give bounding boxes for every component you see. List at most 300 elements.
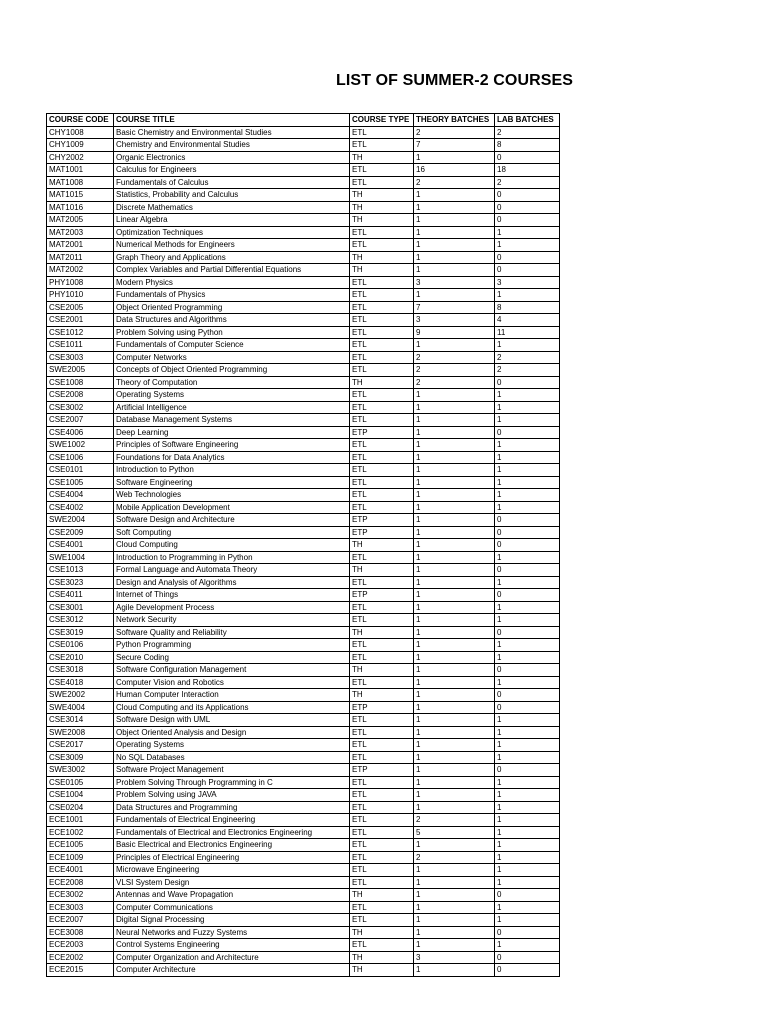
course-code-cell: CSE3014 [47, 714, 114, 727]
course-title-cell: Linear Algebra [114, 214, 350, 227]
lab-batches-cell: 1 [495, 614, 560, 627]
course-title-cell: Object Oriented Programming [114, 301, 350, 314]
course-code-cell: CHY1009 [47, 139, 114, 152]
theory-batches-cell: 1 [414, 764, 495, 777]
lab-batches-cell: 0 [495, 514, 560, 527]
course-title-cell: Discrete Mathematics [114, 201, 350, 214]
theory-batches-cell: 1 [414, 476, 495, 489]
course-type-cell: ETP [350, 701, 414, 714]
table-row [47, 214, 560, 227]
course-type-cell: TH [350, 376, 414, 389]
course-title-cell: Secure Coding [114, 651, 350, 664]
course-title-cell: Antennas and Wave Propagation [114, 889, 350, 902]
lab-batches-cell: 0 [495, 214, 560, 227]
table-row [47, 239, 560, 252]
table-row [47, 939, 560, 952]
course-title-cell: Control Systems Engineering [114, 939, 350, 952]
table-row [47, 439, 560, 452]
course-code-cell: CSE4004 [47, 489, 114, 502]
table-row [47, 164, 560, 177]
table-row [47, 376, 560, 389]
table-row [47, 814, 560, 827]
theory-batches-cell: 1 [414, 801, 495, 814]
course-code-cell: PHY1008 [47, 276, 114, 289]
course-title-cell: Mobile Application Development [114, 501, 350, 514]
course-title-cell: Network Security [114, 614, 350, 627]
table-row [47, 176, 560, 189]
course-code-cell: CSE4002 [47, 501, 114, 514]
table-row [47, 301, 560, 314]
lab-batches-cell: 0 [495, 701, 560, 714]
course-type-cell: ETL [350, 901, 414, 914]
course-title-cell: Deep Learning [114, 426, 350, 439]
course-type-cell: ETL [350, 576, 414, 589]
course-code-cell: ECE2007 [47, 914, 114, 927]
theory-batches-cell: 7 [414, 139, 495, 152]
lab-batches-cell: 1 [495, 239, 560, 252]
course-code-cell: MAT2011 [47, 251, 114, 264]
theory-batches-cell: 1 [414, 839, 495, 852]
table-row [47, 476, 560, 489]
course-title-cell: Cloud Computing [114, 539, 350, 552]
table-row [47, 701, 560, 714]
course-code-cell: CSE3002 [47, 401, 114, 414]
course-title-cell: Artificial Intelligence [114, 401, 350, 414]
course-code-cell: MAT2002 [47, 264, 114, 277]
course-code-cell: CSE1005 [47, 476, 114, 489]
courses-table [46, 113, 560, 977]
course-code-cell: CSE2009 [47, 526, 114, 539]
lab-batches-cell: 2 [495, 126, 560, 139]
theory-batches-cell: 1 [414, 676, 495, 689]
course-code-cell: SWE2008 [47, 726, 114, 739]
course-code-cell: MAT1001 [47, 164, 114, 177]
course-type-cell: ETP [350, 514, 414, 527]
table-row [47, 914, 560, 927]
course-type-cell: ETL [350, 276, 414, 289]
table-row [47, 464, 560, 477]
theory-batches-cell: 9 [414, 326, 495, 339]
course-type-cell: ETL [350, 789, 414, 802]
course-type-cell: ETL [350, 826, 414, 839]
course-type-cell: TH [350, 251, 414, 264]
course-code-cell: MAT1016 [47, 201, 114, 214]
table-row [47, 226, 560, 239]
theory-batches-cell: 1 [414, 214, 495, 227]
theory-batches-cell: 1 [414, 589, 495, 602]
course-type-cell: ETP [350, 426, 414, 439]
table-row [47, 951, 560, 964]
course-code-cell: CSE4006 [47, 426, 114, 439]
course-type-cell: ETL [350, 339, 414, 352]
table-row [47, 664, 560, 677]
table-row [47, 501, 560, 514]
course-code-cell: CSE2007 [47, 414, 114, 427]
course-code-cell: CSE3023 [47, 576, 114, 589]
course-code-cell: CSE2001 [47, 314, 114, 327]
course-type-cell: ETL [350, 489, 414, 502]
course-code-cell: CSE2005 [47, 301, 114, 314]
course-code-cell: PHY1010 [47, 289, 114, 302]
lab-batches-cell: 1 [495, 476, 560, 489]
table-row [47, 864, 560, 877]
lab-batches-cell: 2 [495, 364, 560, 377]
course-title-cell: Computer Organization and Architecture [114, 951, 350, 964]
course-type-cell: TH [350, 539, 414, 552]
page-title: LIST OF SUMMER-2 COURSES [336, 72, 574, 89]
course-code-cell: CSE1011 [47, 339, 114, 352]
course-code-cell: ECE2002 [47, 951, 114, 964]
lab-batches-cell: 0 [495, 589, 560, 602]
table-row [47, 326, 560, 339]
course-type-cell: ETL [350, 301, 414, 314]
theory-batches-cell: 1 [414, 739, 495, 752]
theory-batches-cell: 1 [414, 426, 495, 439]
table-row [47, 451, 560, 464]
table-row [47, 139, 560, 152]
course-code-cell: MAT1015 [47, 189, 114, 202]
course-title-cell: VLSI System Design [114, 876, 350, 889]
course-code-cell: ECE1009 [47, 851, 114, 864]
lab-batches-cell: 2 [495, 176, 560, 189]
table-row [47, 314, 560, 327]
lab-batches-cell: 1 [495, 801, 560, 814]
lab-batches-cell: 0 [495, 201, 560, 214]
theory-batches-cell: 1 [414, 489, 495, 502]
course-code-cell: CSE2008 [47, 389, 114, 402]
course-title-cell: Principles of Electrical Engineering [114, 851, 350, 864]
theory-batches-cell: 1 [414, 639, 495, 652]
lab-batches-cell: 3 [495, 276, 560, 289]
theory-batches-cell: 7 [414, 301, 495, 314]
course-type-cell: ETL [350, 864, 414, 877]
theory-batches-cell: 1 [414, 726, 495, 739]
table-row [47, 626, 560, 639]
lab-batches-cell: 1 [495, 851, 560, 864]
course-code-cell: CSE0105 [47, 776, 114, 789]
course-title-cell: Fundamentals of Computer Science [114, 339, 350, 352]
theory-batches-cell: 1 [414, 226, 495, 239]
course-type-cell: TH [350, 214, 414, 227]
theory-batches-cell: 5 [414, 826, 495, 839]
theory-batches-cell: 1 [414, 939, 495, 952]
course-type-cell: ETL [350, 601, 414, 614]
theory-batches-cell: 1 [414, 714, 495, 727]
course-code-cell: CSE3019 [47, 626, 114, 639]
course-type-cell: ETL [350, 614, 414, 627]
lab-batches-cell: 0 [495, 539, 560, 552]
course-title-cell: Fundamentals of Calculus [114, 176, 350, 189]
course-type-cell: ETL [350, 676, 414, 689]
course-code-cell: ECE3008 [47, 926, 114, 939]
course-code-cell: SWE1004 [47, 551, 114, 564]
theory-batches-cell: 1 [414, 564, 495, 577]
course-title-cell: Microwave Engineering [114, 864, 350, 877]
course-type-cell: ETL [350, 551, 414, 564]
theory-batches-cell: 1 [414, 914, 495, 927]
table-row [47, 839, 560, 852]
theory-batches-cell: 1 [414, 439, 495, 452]
course-title-cell: Problem Solving using Python [114, 326, 350, 339]
course-code-cell: CSE3009 [47, 751, 114, 764]
lab-batches-cell: 1 [495, 401, 560, 414]
lab-batches-cell: 0 [495, 926, 560, 939]
course-title-cell: Numerical Methods for Engineers [114, 239, 350, 252]
course-type-cell: ETL [350, 501, 414, 514]
table-row [47, 351, 560, 364]
theory-batches-cell: 1 [414, 664, 495, 677]
course-type-cell: TH [350, 964, 414, 977]
course-code-cell: CSE4011 [47, 589, 114, 602]
table-row [47, 601, 560, 614]
course-code-cell: CHY2002 [47, 151, 114, 164]
theory-batches-cell: 1 [414, 289, 495, 302]
lab-batches-cell: 18 [495, 164, 560, 177]
course-type-cell: ETL [350, 289, 414, 302]
course-type-cell: ETL [350, 439, 414, 452]
course-title-cell: Internet of Things [114, 589, 350, 602]
table-row [47, 726, 560, 739]
course-title-cell: Object Oriented Analysis and Design [114, 726, 350, 739]
table-row [47, 751, 560, 764]
theory-batches-cell: 1 [414, 201, 495, 214]
lab-batches-cell: 0 [495, 426, 560, 439]
lab-batches-cell: 1 [495, 864, 560, 877]
course-code-cell: MAT2001 [47, 239, 114, 252]
course-title-cell: Fundamentals of Electrical Engineering [114, 814, 350, 827]
table-row [47, 614, 560, 627]
theory-batches-cell: 2 [414, 176, 495, 189]
course-title-cell: Operating Systems [114, 389, 350, 402]
course-type-cell: TH [350, 564, 414, 577]
course-type-cell: ETL [350, 726, 414, 739]
table-row [47, 276, 560, 289]
lab-batches-cell: 1 [495, 414, 560, 427]
lab-batches-cell: 1 [495, 289, 560, 302]
lab-batches-cell: 1 [495, 464, 560, 477]
course-type-cell: ETL [350, 314, 414, 327]
table-row [47, 926, 560, 939]
lab-batches-cell: 1 [495, 226, 560, 239]
lab-batches-cell: 0 [495, 951, 560, 964]
table-row [47, 489, 560, 502]
course-type-cell: ETL [350, 451, 414, 464]
course-type-cell: ETL [350, 651, 414, 664]
table-row [47, 876, 560, 889]
theory-batches-cell: 3 [414, 314, 495, 327]
lab-batches-cell: 0 [495, 626, 560, 639]
theory-batches-cell: 1 [414, 526, 495, 539]
course-code-cell: MAT2003 [47, 226, 114, 239]
table-row [47, 401, 560, 414]
table-row [47, 201, 560, 214]
course-type-cell: ETL [350, 164, 414, 177]
course-type-cell: ETL [350, 326, 414, 339]
course-code-cell: ECE1001 [47, 814, 114, 827]
theory-batches-cell: 1 [414, 251, 495, 264]
theory-batches-cell: 1 [414, 901, 495, 914]
table-row [47, 826, 560, 839]
theory-batches-cell: 1 [414, 789, 495, 802]
theory-batches-cell: 1 [414, 776, 495, 789]
theory-batches-cell: 1 [414, 464, 495, 477]
course-title-cell: Computer Vision and Robotics [114, 676, 350, 689]
table-row [47, 526, 560, 539]
course-code-cell: SWE4004 [47, 701, 114, 714]
course-type-cell: ETP [350, 589, 414, 602]
course-code-cell: SWE3002 [47, 764, 114, 777]
course-type-cell: ETL [350, 176, 414, 189]
theory-batches-cell: 1 [414, 339, 495, 352]
table-row [47, 414, 560, 427]
course-title-cell: Graph Theory and Applications [114, 251, 350, 264]
theory-batches-cell: 1 [414, 539, 495, 552]
table-row [47, 639, 560, 652]
lab-batches-cell: 4 [495, 314, 560, 327]
theory-batches-cell: 16 [414, 164, 495, 177]
lab-batches-cell: 1 [495, 651, 560, 664]
course-code-cell: ECE1002 [47, 826, 114, 839]
table-row [47, 389, 560, 402]
course-type-cell: ETL [350, 476, 414, 489]
course-code-cell: MAT2005 [47, 214, 114, 227]
lab-batches-cell: 0 [495, 526, 560, 539]
course-type-cell: ETL [350, 639, 414, 652]
theory-batches-cell: 2 [414, 376, 495, 389]
header-course-title: COURSE TITLE [114, 114, 350, 127]
theory-batches-cell: 1 [414, 264, 495, 277]
course-type-cell: TH [350, 189, 414, 202]
course-type-cell: ETL [350, 351, 414, 364]
course-title-cell: Fundamentals of Physics [114, 289, 350, 302]
course-type-cell: ETL [350, 126, 414, 139]
course-code-cell: CSE0106 [47, 639, 114, 652]
course-code-cell: CSE1012 [47, 326, 114, 339]
lab-batches-cell: 0 [495, 151, 560, 164]
course-code-cell: CHY1008 [47, 126, 114, 139]
table-row [47, 776, 560, 789]
course-title-cell: Basic Chemistry and Environmental Studies [114, 126, 350, 139]
course-title-cell: Basic Electrical and Electronics Engineering [114, 839, 350, 852]
theory-batches-cell: 2 [414, 351, 495, 364]
theory-batches-cell: 1 [414, 889, 495, 902]
lab-batches-cell: 1 [495, 501, 560, 514]
course-title-cell: Theory of Computation [114, 376, 350, 389]
course-title-cell: No SQL Databases [114, 751, 350, 764]
lab-batches-cell: 1 [495, 739, 560, 752]
lab-batches-cell: 1 [495, 726, 560, 739]
course-code-cell: CSE3003 [47, 351, 114, 364]
lab-batches-cell: 1 [495, 676, 560, 689]
table-row [47, 789, 560, 802]
course-title-cell: Introduction to Programming in Python [114, 551, 350, 564]
table-row [47, 514, 560, 527]
table-row [47, 651, 560, 664]
lab-batches-cell: 0 [495, 376, 560, 389]
course-type-cell: TH [350, 889, 414, 902]
theory-batches-cell: 2 [414, 364, 495, 377]
course-code-cell: CSE3018 [47, 664, 114, 677]
lab-batches-cell: 1 [495, 826, 560, 839]
lab-batches-cell: 1 [495, 776, 560, 789]
table-row [47, 739, 560, 752]
table-body [47, 126, 560, 976]
course-title-cell: Cloud Computing and its Applications [114, 701, 350, 714]
theory-batches-cell: 1 [414, 451, 495, 464]
lab-batches-cell: 1 [495, 914, 560, 927]
course-code-cell: ECE2015 [47, 964, 114, 977]
course-title-cell: Data Structures and Programming [114, 801, 350, 814]
course-title-cell: Concepts of Object Oriented Programming [114, 364, 350, 377]
course-type-cell: TH [350, 951, 414, 964]
theory-batches-cell: 1 [414, 151, 495, 164]
theory-batches-cell: 1 [414, 189, 495, 202]
course-title-cell: Computer Architecture [114, 964, 350, 977]
course-title-cell: Principles of Software Engineering [114, 439, 350, 452]
lab-batches-cell: 0 [495, 251, 560, 264]
table-row [47, 339, 560, 352]
course-code-cell: CSE2017 [47, 739, 114, 752]
course-type-cell: ETP [350, 526, 414, 539]
course-title-cell: Database Management Systems [114, 414, 350, 427]
table-row [47, 964, 560, 977]
lab-batches-cell: 1 [495, 339, 560, 352]
course-type-cell: ETL [350, 939, 414, 952]
lab-batches-cell: 1 [495, 389, 560, 402]
course-code-cell: CSE0204 [47, 801, 114, 814]
course-title-cell: Agile Development Process [114, 601, 350, 614]
course-code-cell: CSE1006 [47, 451, 114, 464]
course-type-cell: ETL [350, 714, 414, 727]
theory-batches-cell: 2 [414, 126, 495, 139]
course-title-cell: Data Structures and Algorithms [114, 314, 350, 327]
course-type-cell: ETL [350, 776, 414, 789]
lab-batches-cell: 1 [495, 601, 560, 614]
lab-batches-cell: 1 [495, 751, 560, 764]
course-title-cell: Problem Solving using JAVA [114, 789, 350, 802]
table-row [47, 251, 560, 264]
theory-batches-cell: 1 [414, 864, 495, 877]
course-type-cell: ETL [350, 139, 414, 152]
theory-batches-cell: 1 [414, 751, 495, 764]
table-row [47, 689, 560, 702]
theory-batches-cell: 1 [414, 601, 495, 614]
course-title-cell: Neural Networks and Fuzzy Systems [114, 926, 350, 939]
theory-batches-cell: 1 [414, 614, 495, 627]
lab-batches-cell: 0 [495, 189, 560, 202]
lab-batches-cell: 1 [495, 814, 560, 827]
theory-batches-cell: 1 [414, 876, 495, 889]
lab-batches-cell: 1 [495, 876, 560, 889]
course-type-cell: ETL [350, 914, 414, 927]
lab-batches-cell: 1 [495, 939, 560, 952]
course-title-cell: Computer Networks [114, 351, 350, 364]
course-type-cell: TH [350, 201, 414, 214]
course-type-cell: ETL [350, 401, 414, 414]
course-title-cell: Software Design with UML [114, 714, 350, 727]
course-code-cell: CSE4001 [47, 539, 114, 552]
course-title-cell: Soft Computing [114, 526, 350, 539]
theory-batches-cell: 1 [414, 651, 495, 664]
course-type-cell: TH [350, 664, 414, 677]
lab-batches-cell: 1 [495, 901, 560, 914]
table-row [47, 551, 560, 564]
lab-batches-cell: 2 [495, 351, 560, 364]
lab-batches-cell: 1 [495, 576, 560, 589]
course-type-cell: ETL [350, 364, 414, 377]
table-row [47, 426, 560, 439]
theory-batches-cell: 1 [414, 626, 495, 639]
